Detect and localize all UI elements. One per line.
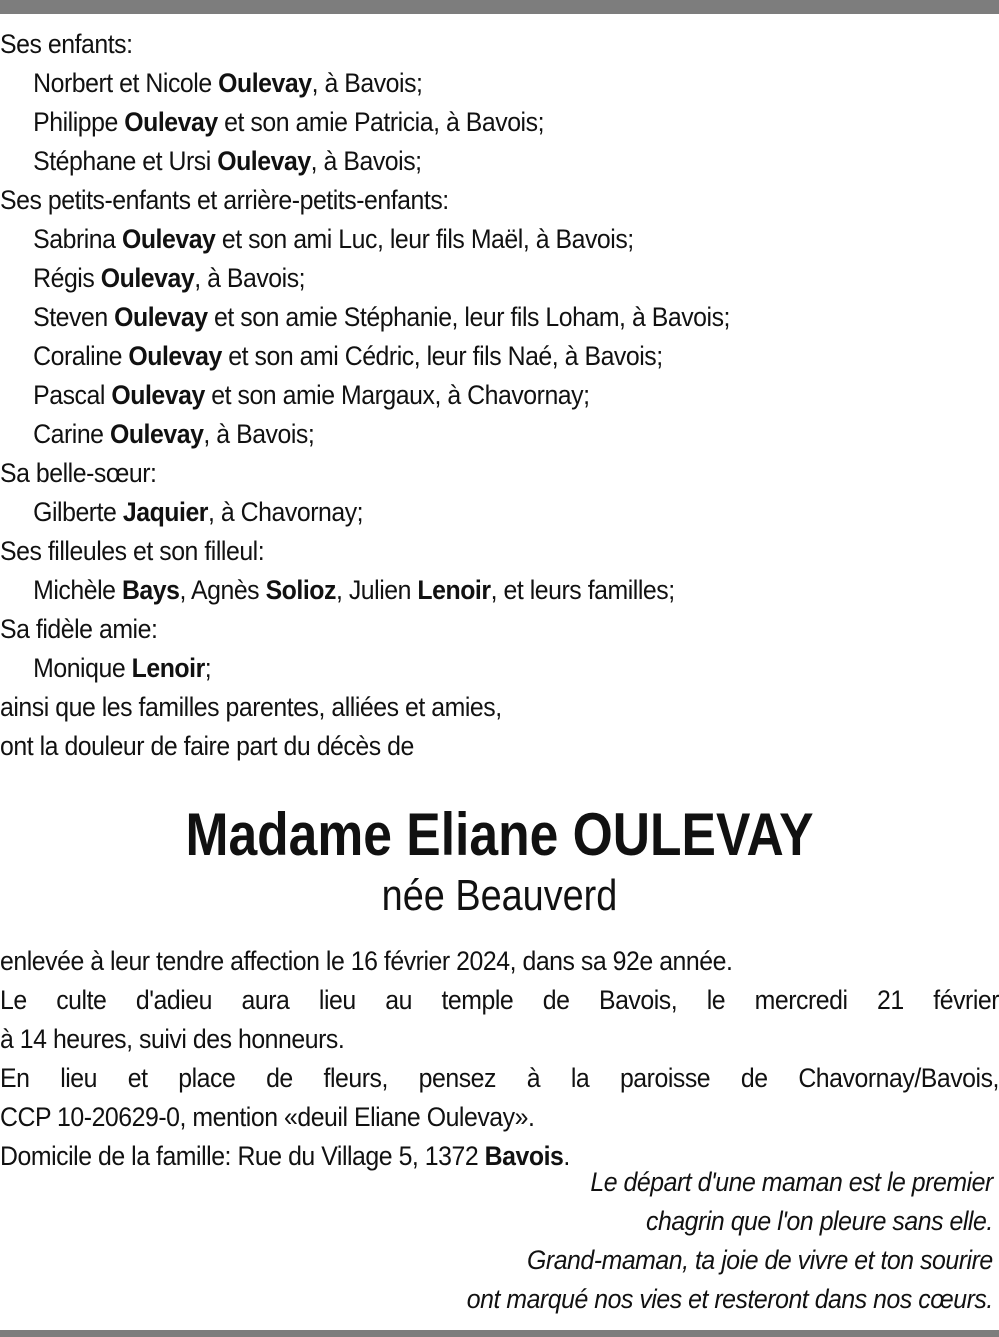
flowers-line-continued: CCP 10-20629-0, mention «deuil Eliane Oulevay». bbox=[0, 1102, 535, 1132]
grandchildren-heading: Ses petits-enfants et arrière-petits-enfants: bbox=[0, 185, 449, 215]
godchildren-heading: Ses filleules et son filleul: bbox=[0, 536, 265, 566]
quote-line: chagrin que l'on pleure sans elle. bbox=[646, 1206, 993, 1236]
service-line: Le culte d'adieu aura lieu au temple de Bavois, le mercredi 21 février bbox=[0, 985, 999, 1015]
grandchild-entry: Sabrina Oulevay et son ami Luc, leur fils Maël, à Bavois; bbox=[33, 224, 634, 254]
passing-line: enlevée à leur tendre affection le 16 février 2024, dans sa 92e année. bbox=[0, 946, 733, 976]
quote-line: Le départ d'une maman est le premier bbox=[590, 1167, 993, 1197]
child-entry: Philippe Oulevay et son amie Patricia, à Bavois; bbox=[33, 107, 545, 137]
friend-entry: Monique Lenoir; bbox=[33, 653, 212, 683]
grandchild-entry: Carine Oulevay, à Bavois; bbox=[33, 419, 315, 449]
grandchild-entry: Pascal Oulevay et son amie Margaux, à Chavornay; bbox=[33, 380, 590, 410]
service-line-continued: à 14 heures, suivi des honneurs. bbox=[0, 1024, 345, 1054]
sister-in-law-entry: Gilberte Jaquier, à Chavornay; bbox=[33, 497, 364, 527]
quote-line: ont marqué nos vies et resteront dans nos cœurs. bbox=[466, 1284, 993, 1314]
obituary-notice bbox=[0, 25, 999, 1176]
top-rule bbox=[0, 0, 999, 14]
grandchild-entry: Régis Oulevay, à Bavois; bbox=[33, 263, 306, 293]
details-block bbox=[0, 942, 999, 1176]
child-entry: Stéphane et Ursi Oulevay, à Bavois; bbox=[33, 146, 422, 176]
children-heading: Ses enfants: bbox=[0, 29, 133, 59]
closing-line: ainsi que les familles parentes, alliées et amies, bbox=[0, 692, 502, 722]
flowers-line: En lieu et place de fleurs, pensez à la paroisse de Chavornay/Bavois, bbox=[0, 1063, 999, 1093]
domicile-line: Domicile de la famille: Rue du Village 5, 1372 Bavois. bbox=[0, 1141, 570, 1171]
godchildren-entry: Michèle Bays, Agnès Solioz, Julien Lenoir, et leurs familles; bbox=[33, 575, 675, 605]
quote-line: Grand-maman, ta joie de vivre et ton sourire bbox=[527, 1245, 993, 1275]
sister-in-law-heading: Sa belle-sœur: bbox=[0, 458, 157, 488]
deceased-block bbox=[0, 800, 999, 924]
grandchild-entry: Coraline Oulevay et son ami Cédric, leur fils Naé, à Bavois; bbox=[33, 341, 663, 371]
closing-line: ont la douleur de faire part du décès de bbox=[0, 731, 414, 761]
bottom-rule bbox=[0, 1330, 999, 1337]
grandchild-entry: Steven Oulevay et son amie Stéphanie, leur fils Loham, à Bavois; bbox=[33, 302, 730, 332]
closing-quote bbox=[421, 1163, 993, 1319]
child-entry: Norbert et Nicole Oulevay, à Bavois; bbox=[33, 68, 423, 98]
friend-heading: Sa fidèle amie: bbox=[0, 614, 158, 644]
deceased-name: Madame Eliane OULEVAY bbox=[185, 801, 814, 868]
maiden-name: née Beauverd bbox=[381, 871, 618, 920]
